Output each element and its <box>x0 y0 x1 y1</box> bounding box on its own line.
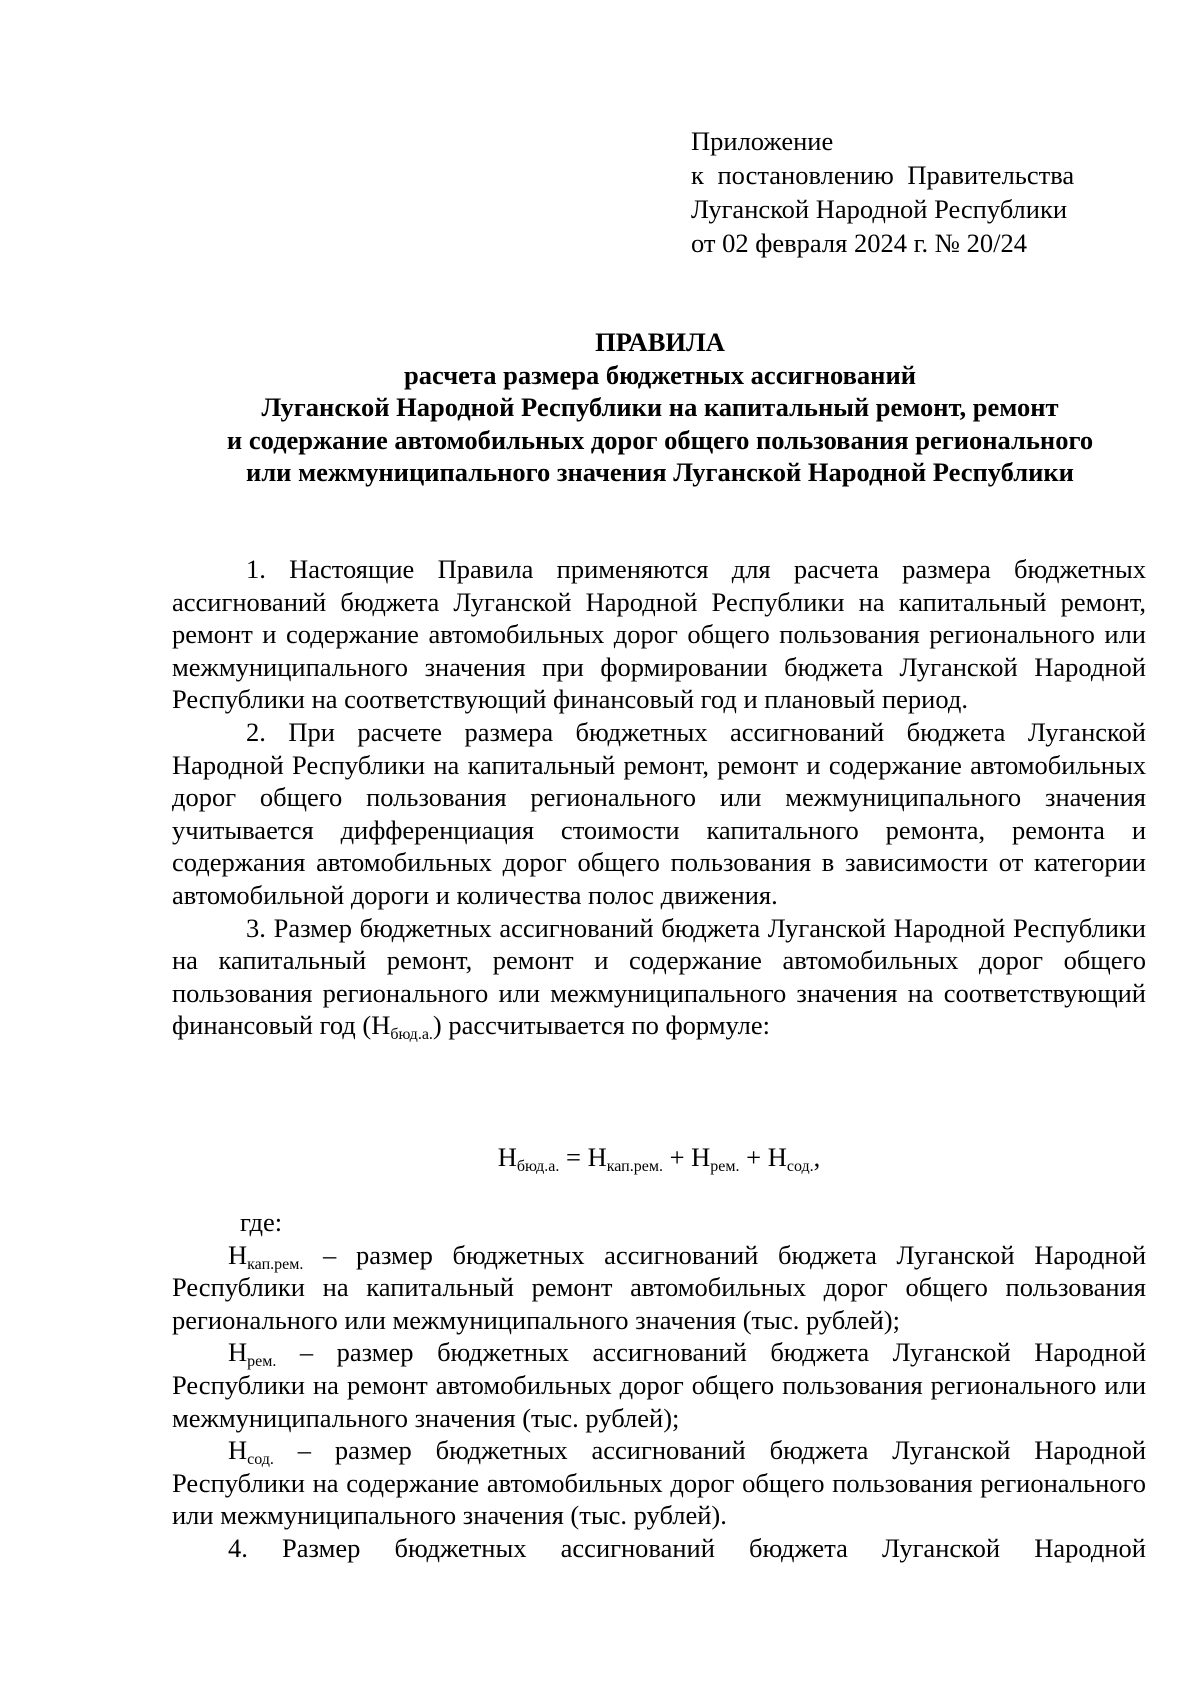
formula-symbol: Н <box>691 1142 711 1172</box>
formula-symbol: Н <box>767 1142 787 1172</box>
definition-subscript: рем. <box>247 1353 277 1371</box>
document-body <box>172 553 1146 1042</box>
paragraph-3-subscript: бюд.а. <box>390 1026 433 1044</box>
formula-definitions <box>172 1206 1146 1565</box>
title-line-3: Луганской Народной Республики на капитальный ремонт, ремонт <box>261 392 1059 422</box>
formula-equals: = <box>559 1142 588 1172</box>
formula-plus: + <box>662 1142 692 1172</box>
definition-subscript: кап.рем. <box>247 1255 304 1273</box>
formula-subscript-maintenance: сод. <box>786 1158 814 1175</box>
definition-symbol: Н <box>228 1337 248 1368</box>
definition-text: – размер бюджетных ассигнований бюджета Луганской Народной Республики на капитальный ремонт автомобильных дорог общего пользования регионального или межмуниципального значения (тыс. рублей); <box>172 1239 1146 1335</box>
definition-capital-repair <box>172 1239 1146 1337</box>
title-line-5: или межмуниципального значения Луганской Народной Республики <box>246 457 1074 487</box>
formula-symbol: Н <box>587 1142 607 1172</box>
paragraph-3 <box>172 912 1146 1042</box>
formula-subscript-capital-repair: кап.рем. <box>606 1158 663 1175</box>
annex-resolution-line: к постановлению Правительства <box>691 160 1075 190</box>
paragraph-2: 2. При расчете размера бюджетных ассигнований бюджета Луганской Народной Республики на капитальный ремонт, ремонт и содержание автомобильных дорог общего пользования регионального или межмуниципального значения учитывается дифференциация стоимости капитального ремонта, ремонта и содержания автомобильных дорог общего пользования в зависимости от категории автомобильной дороги и количества полос движения. <box>172 716 1146 910</box>
definition-text: – размер бюджетных ассигнований бюджета Луганской Народной Республики на содержание автомобильных дорог общего пользования регионального или межмуниципального значения (тыс. рублей). <box>172 1435 1146 1531</box>
title-heading: ПРАВИЛА <box>595 327 725 357</box>
paragraph-3-text: 3. Размер бюджетных ассигнований бюджета Луганской Народной Республики на капитальный ремонт, ремонт и содержание автомобильных дорог общего пользования регионального или межмуниципального значения на соответствующий финансовый год (Н <box>172 912 1146 1041</box>
definition-maintenance <box>172 1434 1146 1532</box>
formula-plus: + <box>739 1142 768 1172</box>
annex-header <box>691 124 1171 260</box>
definition-symbol: Н <box>228 1435 248 1466</box>
annex-government-line: Луганской Народной Республики <box>691 194 1068 224</box>
budget-formula <box>172 1140 1146 1174</box>
definition-symbol: Н <box>228 1239 248 1270</box>
formula-subscript-repair: рем. <box>710 1158 740 1175</box>
formula-comma: , <box>813 1142 821 1172</box>
paragraph-3-text-end: ) рассчитывается по формуле: <box>432 1010 770 1041</box>
annex-title: Приложение <box>691 126 834 156</box>
paragraph-1: 1. Настоящие Правила применяются для расчета размера бюджетных ассигнований бюджета Луганской Народной Республики на капитальный ремонт, ремонт и содержание автомобильных дорог общего пользования регионального или межмуниципального значения при формировании бюджета Луганской Народной Республики на соответствующий финансовый год и плановый период. <box>172 554 1146 715</box>
definition-repair <box>172 1336 1146 1434</box>
title-line-2: расчета размера бюджетных ассигнований <box>403 359 916 390</box>
title-line-4: и содержание автомобильных дорог общего пользования регионального <box>226 424 1094 455</box>
definition-subscript: сод. <box>247 1451 274 1469</box>
annex-date-number: от 02 февраля 2024 г. № 20/24 <box>691 228 1027 258</box>
formula-symbol: Н <box>497 1142 517 1172</box>
where-label: где: <box>240 1207 283 1237</box>
definition-text: – размер бюджетных ассигнований бюджета Луганской Народной Республики на ремонт автомобильных дорог общего пользования регионального или межмуниципального значения (тыс. рублей); <box>172 1337 1146 1433</box>
paragraph-4: 4. Размер бюджетных ассигнований бюджета Луганской Народной <box>228 1532 1146 1563</box>
document-title <box>172 326 1148 489</box>
formula-subscript-budget: бюд.а. <box>516 1158 560 1175</box>
